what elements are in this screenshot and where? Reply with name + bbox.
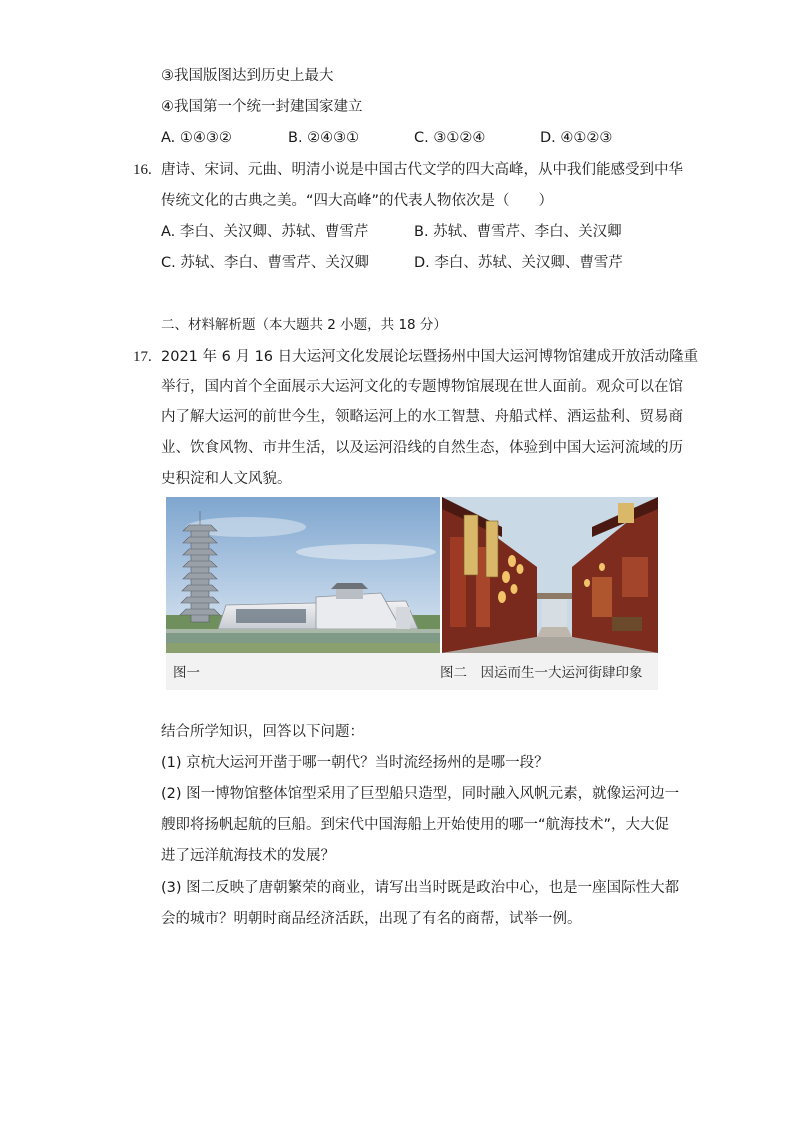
- q17-subquestion-3-line-1: (3) 图二反映了唐朝繁荣的商业，请写出当时既是政治中心，也是一座国际性大都: [161, 880, 680, 896]
- q15-option-c: C. ③①②④: [414, 130, 486, 146]
- q17-material-line-3: 内了解大运河的前世今生，领略运河上的水工智慧、舟船式样、酒运盐利、贸易商: [161, 409, 683, 425]
- figure-2-canal-street-image: [442, 497, 658, 653]
- q17-material-line-4: 业、饮食风物、市井生活，以及运河沿线的自然生态，体验到中国大运河流域的历: [161, 440, 683, 456]
- q17-subquestion-2-line-3: 进了远洋航海技术的发展？: [161, 848, 335, 864]
- q17-subquestion-1: (1) 京杭大运河开凿于哪一朝代？当时流经扬州的是哪一段？: [161, 755, 549, 771]
- q15-option-b: B. ②④③①: [288, 130, 360, 146]
- q15-option-d: D. ④①②③: [540, 130, 613, 146]
- q17-number: 17.: [133, 349, 152, 365]
- q16-number: 16.: [133, 162, 152, 178]
- figure-1-caption: 图一: [173, 665, 200, 681]
- q16-option-d: D. 李白、苏轼、关汉卿、曹雪芹: [414, 255, 623, 271]
- q15-item-3: ③我国版图达到历史上最大: [161, 68, 334, 84]
- q16-stem-line-2: 传统文化的古典之美。“四大高峰”的代表人物依次是（ ）: [161, 193, 554, 209]
- q17-instruction: 结合所学知识，回答以下问题：: [161, 724, 364, 740]
- q17-subquestion-3-line-2: 会的城市？明朝时商品经济活跃，出现了有名的商帮，试举一例。: [161, 911, 582, 927]
- q16-option-a: A. 李白、关汉卿、苏轼、曹雪芹: [161, 224, 369, 240]
- q17-material-line-2: 举行，国内首个全面展示大运河文化的专题博物馆展现在世人面前。观众可以在馆: [161, 379, 683, 395]
- q17-subquestion-2-line-1: (2) 图一博物馆整体馆型采用了巨型船只造型，同时融入风帆元素，就像运河边一: [161, 786, 680, 802]
- q16-option-b: B. 苏轼、曹雪芹、李白、关汉卿: [414, 224, 622, 240]
- q16-option-c: C. 苏轼、李白、曹雪芹、关汉卿: [161, 255, 369, 271]
- q17-material-line-1: 2021 年 6 月 16 日大运河文化发展论坛暨扬州中国大运河博物馆建成开放活动隆重: [161, 349, 699, 365]
- figure-1-museum-image: [166, 497, 440, 653]
- figure-2-caption: 图二 因运而生一大运河街肆印象: [440, 665, 643, 681]
- q15-option-a: A. ①④③②: [161, 130, 232, 146]
- q17-subquestion-2-line-2: 艘即将扬帆起航的巨船。到宋代中国海船上开始使用的哪一“航海技术”，大大促: [161, 817, 670, 833]
- q16-stem-line-1: 唐诗、宋词、元曲、明清小说是中国古代文学的四大高峰，从中我们能感受到中华: [161, 162, 683, 178]
- q17-material-line-5: 史积淀和人文风貌。: [161, 471, 292, 487]
- section-heading: 二、材料解析题（本大题共 2 小题，共 18 分）: [161, 317, 447, 333]
- q15-item-4: ④我国第一个统一封建国家建立: [161, 99, 363, 115]
